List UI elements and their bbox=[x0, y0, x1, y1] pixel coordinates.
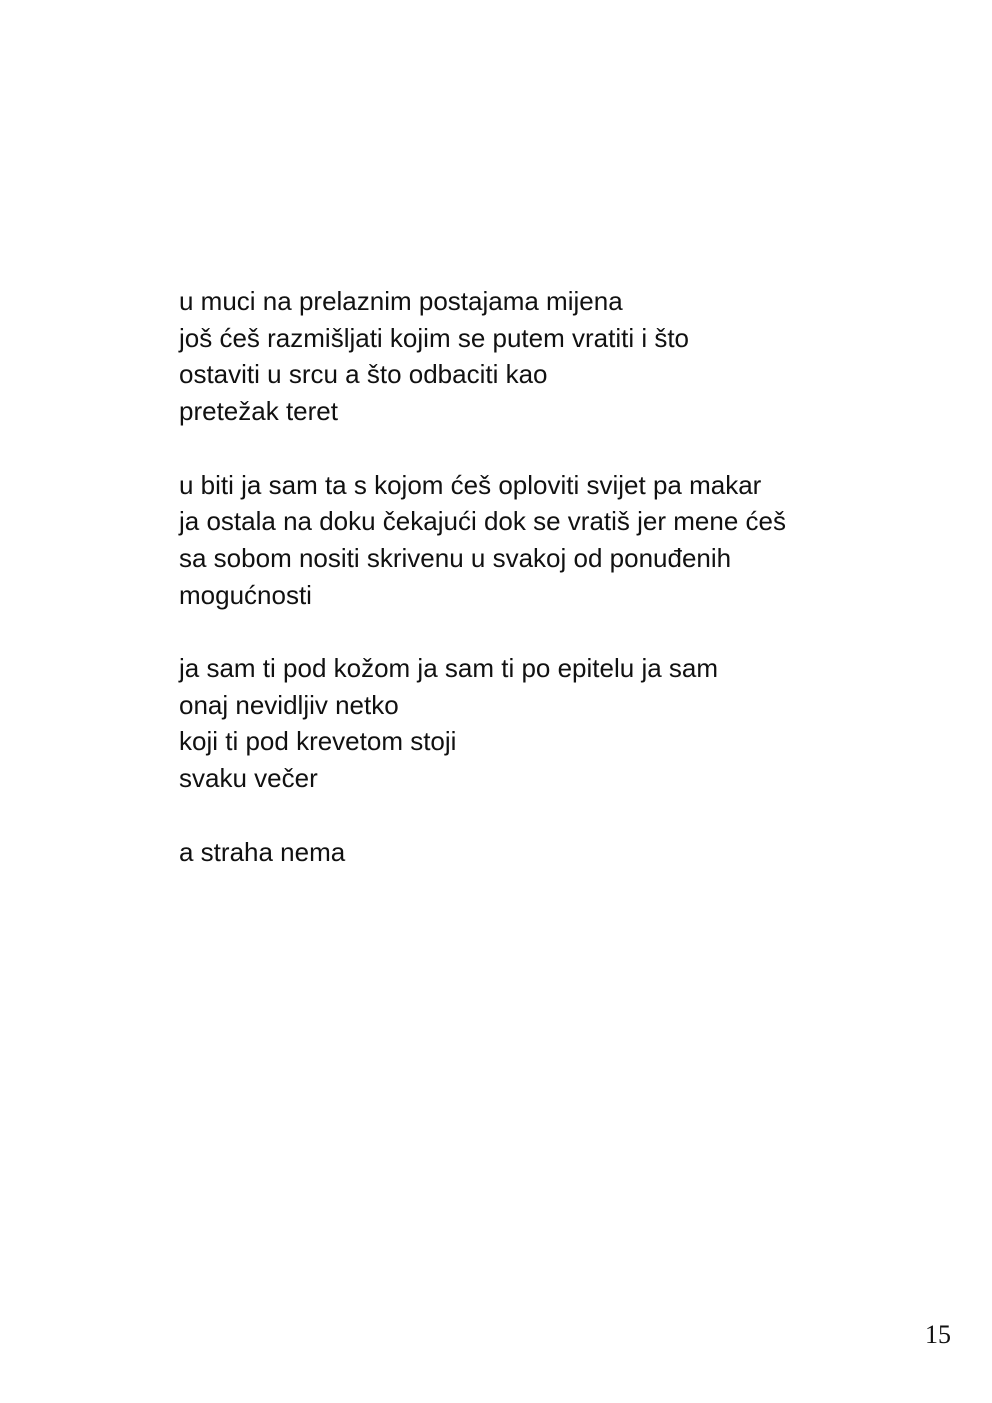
poem-line: pretežak teret bbox=[179, 396, 338, 427]
poem-line: ostaviti u srcu a što odbaciti kao bbox=[179, 359, 548, 390]
stanza-1 bbox=[179, 283, 899, 430]
poem-line: sa sobom nositi skrivenu u svakoj od ponuđenih bbox=[179, 542, 732, 573]
poem-line: još ćeš razmišljati kojim se putem vratiti i što bbox=[179, 322, 690, 353]
poem-line: koji ti pod krevetom stoji bbox=[179, 726, 457, 757]
poem-line: a straha nema bbox=[179, 836, 346, 867]
poem-line: ja sam ti pod kožom ja sam ti po epitelu ja sam bbox=[179, 653, 719, 683]
poem-line: mogućnosti bbox=[179, 579, 312, 610]
stanza-3 bbox=[179, 650, 899, 797]
poem-line: svaku večer bbox=[179, 763, 318, 794]
stanza-4 bbox=[179, 834, 899, 871]
poem-line: u muci na prelaznim postajama mijena bbox=[179, 286, 623, 316]
poem-line: onaj nevidljiv netko bbox=[179, 689, 399, 720]
page-number: 15 bbox=[925, 1320, 951, 1349]
poem-text bbox=[179, 283, 899, 907]
stanza-2 bbox=[179, 467, 899, 614]
poem-line: ja ostala na doku čekajući dok se vratiš jer mene ćeš bbox=[179, 506, 786, 537]
poem-line: u biti ja sam ta s kojom ćeš oploviti svijet pa makar bbox=[179, 469, 762, 500]
